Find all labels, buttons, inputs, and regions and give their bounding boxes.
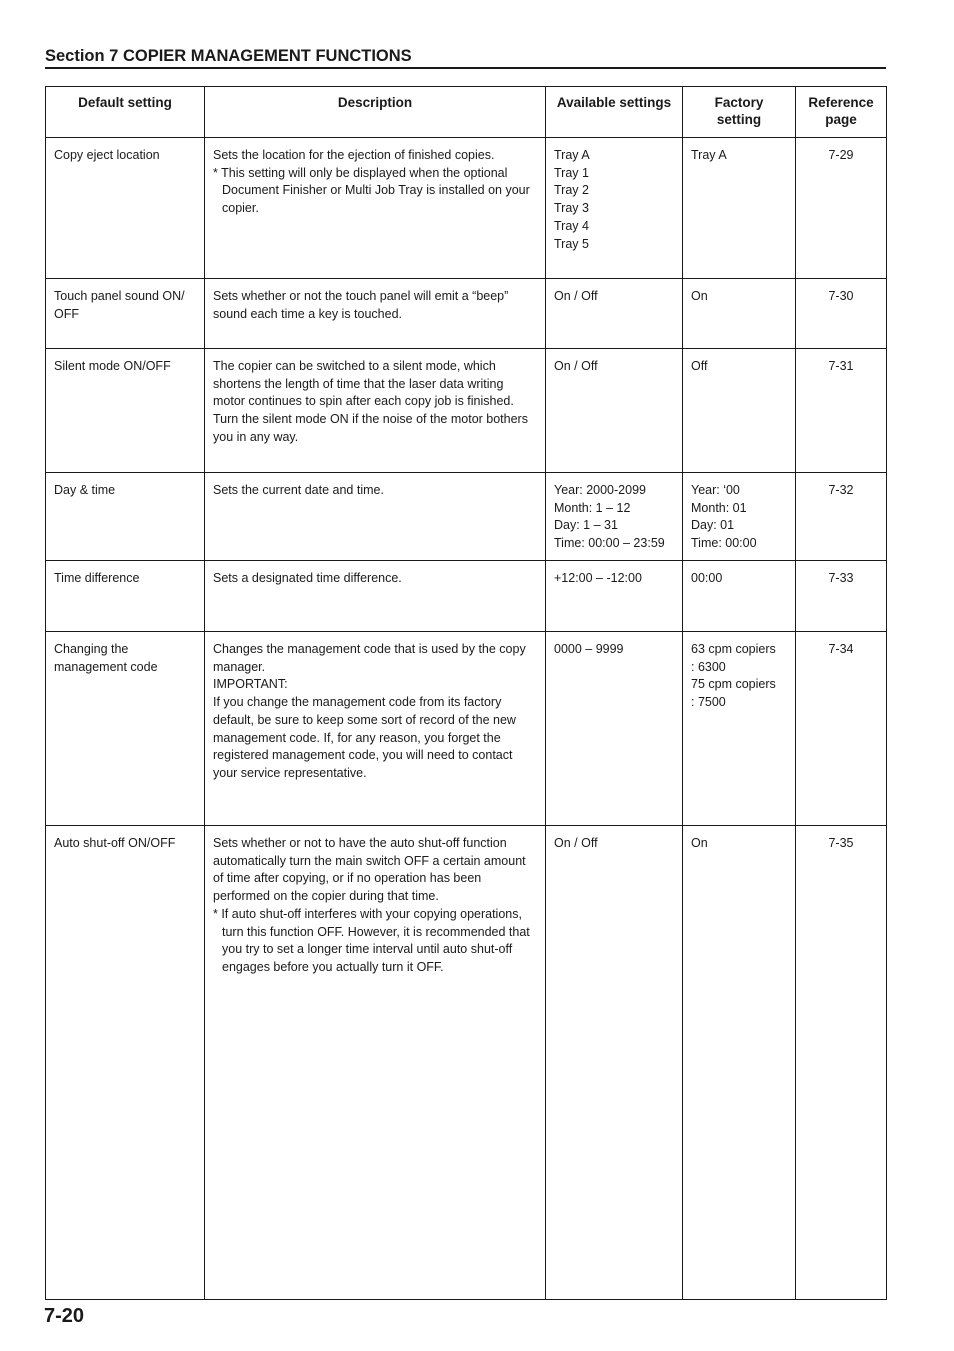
table-header-row [46, 87, 887, 138]
setting-name-cell: Time difference [46, 561, 205, 632]
column-header-default-setting: Default setting [46, 87, 205, 138]
available-setting-value: +12:00 – -12:00 [554, 571, 642, 585]
factory-setting-value: Year: ‘00 [691, 483, 740, 497]
page-number: 7-20 [44, 1305, 85, 1327]
description-cell [205, 138, 546, 279]
reference-page-cell: 7-34 [796, 632, 887, 826]
description-line: Sets whether or not to have the auto shut-off function automatically turn the main switch OFF a certain amount of time after copying, or if no operation has been performed on the copier during that time. [213, 836, 526, 904]
description-line: Sets a designated time difference. [213, 571, 402, 585]
available-setting-value: Tray 4 [554, 218, 589, 233]
available-setting-value: Tray 2 [554, 183, 589, 198]
available-setting-value: Tray 1 [554, 165, 589, 180]
column-header-description: Description [205, 87, 546, 138]
description-cell [205, 279, 546, 349]
settings-table [45, 86, 887, 1300]
description-cell [205, 561, 546, 632]
factory-setting-value: Month: 01 [691, 500, 747, 515]
table-row [46, 826, 887, 1300]
available-setting-value: On / Off [554, 836, 598, 850]
factory-setting-value: Tray A [691, 148, 727, 162]
reference-page-cell: 7-30 [796, 279, 887, 349]
available-setting-value: Day: 1 – 31 [554, 518, 618, 533]
available-setting-value: Tray 5 [554, 236, 589, 251]
factory-setting-cell [683, 561, 796, 632]
description-line: Sets whether or not the touch panel will emit a “beep” sound each time a key is touched. [213, 289, 509, 321]
description-line: The copier can be switched to a silent mode, which shortens the length of time that the laser data writing motor continues to spin after each copy job is finished. Turn the silent mode ON if the noise of the motor bothers you in any way. [213, 359, 528, 444]
available-settings-cell [546, 826, 683, 1300]
table-row [46, 473, 887, 561]
factory-setting-value: On [691, 836, 708, 850]
description-line: Sets the current date and time. [213, 483, 384, 497]
available-settings-cell [546, 473, 683, 561]
setting-name-cell: Auto shut-off ON/OFF [46, 826, 205, 1300]
factory-setting-cell [683, 632, 796, 826]
available-setting-value: 0000 – 9999 [554, 642, 624, 656]
available-settings-cell [546, 349, 683, 473]
factory-setting-cell [683, 349, 796, 473]
available-settings-cell [546, 561, 683, 632]
table-row [46, 561, 887, 632]
available-setting-value: Year: 2000-2099 [554, 483, 646, 497]
factory-setting-value: On [691, 289, 708, 303]
description-cell [205, 473, 546, 561]
description-line: If you change the management code from its factory default, be sure to keep some sort of record of the new management code. If, for any reason, you forget the registered management code, you will need to contact your service representative. [213, 695, 516, 780]
setting-name-cell: Day & time [46, 473, 205, 561]
description-line: IMPORTANT: [213, 677, 288, 692]
description-cell [205, 826, 546, 1300]
description-line: Sets the location for the ejection of finished copies. [213, 148, 495, 162]
reference-page-cell: 7-35 [796, 826, 887, 1300]
description-cell [205, 632, 546, 826]
factory-setting-value: 63 cpm copiers [691, 642, 776, 656]
available-setting-value: Month: 1 – 12 [554, 500, 631, 515]
table-row [46, 349, 887, 473]
setting-name-cell: Changing the management code [46, 632, 205, 826]
column-header-factory-setting: Factory setting [683, 87, 796, 138]
factory-setting-cell [683, 473, 796, 561]
factory-setting-value: Time: 00:00 [691, 536, 757, 551]
available-setting-value: Tray 3 [554, 201, 589, 216]
column-header-available-settings: Available settings [546, 87, 683, 138]
table-row [46, 279, 887, 349]
available-settings-cell [546, 138, 683, 279]
reference-page-cell: 7-31 [796, 349, 887, 473]
factory-setting-value: Day: 01 [691, 518, 735, 533]
factory-setting-value: : 6300 [691, 659, 726, 674]
description-note: * This setting will only be displayed when the optional Document Finisher or Multi Job Tray is installed on your copier. [213, 165, 530, 216]
factory-setting-cell [683, 279, 796, 349]
factory-setting-value: 75 cpm copiers [691, 677, 776, 692]
factory-setting-value: : 7500 [691, 695, 726, 710]
available-setting-value: Tray A [554, 148, 590, 162]
description-cell [205, 349, 546, 473]
setting-name-cell: Silent mode ON/OFF [46, 349, 205, 473]
reference-page-cell: 7-29 [796, 138, 887, 279]
factory-setting-value: 00:00 [691, 571, 723, 585]
available-settings-cell [546, 632, 683, 826]
available-setting-value: On / Off [554, 289, 598, 303]
table-row [46, 138, 887, 279]
setting-name-cell: Copy eject location [46, 138, 205, 279]
factory-setting-cell [683, 138, 796, 279]
table-row [46, 632, 887, 826]
reference-page-cell: 7-33 [796, 561, 887, 632]
column-header-reference-page: Reference page [796, 87, 887, 138]
factory-setting-value: Off [691, 359, 708, 373]
factory-setting-cell [683, 826, 796, 1300]
available-setting-value: Time: 00:00 – 23:59 [554, 536, 665, 551]
description-line: Changes the management code that is used by the copy manager. [213, 642, 526, 674]
section-title: Section 7 COPIER MANAGEMENT FUNCTIONS [45, 46, 886, 69]
available-setting-value: On / Off [554, 359, 598, 373]
available-settings-cell [546, 279, 683, 349]
reference-page-cell: 7-32 [796, 473, 887, 561]
setting-name-cell: Touch panel sound ON/ OFF [46, 279, 205, 349]
description-note: * If auto shut-off interferes with your copying operations, turn this function OFF. However, it is recommended that you try to set a longer time interval until auto shut-off engages before you actually turn it OFF. [213, 906, 530, 974]
